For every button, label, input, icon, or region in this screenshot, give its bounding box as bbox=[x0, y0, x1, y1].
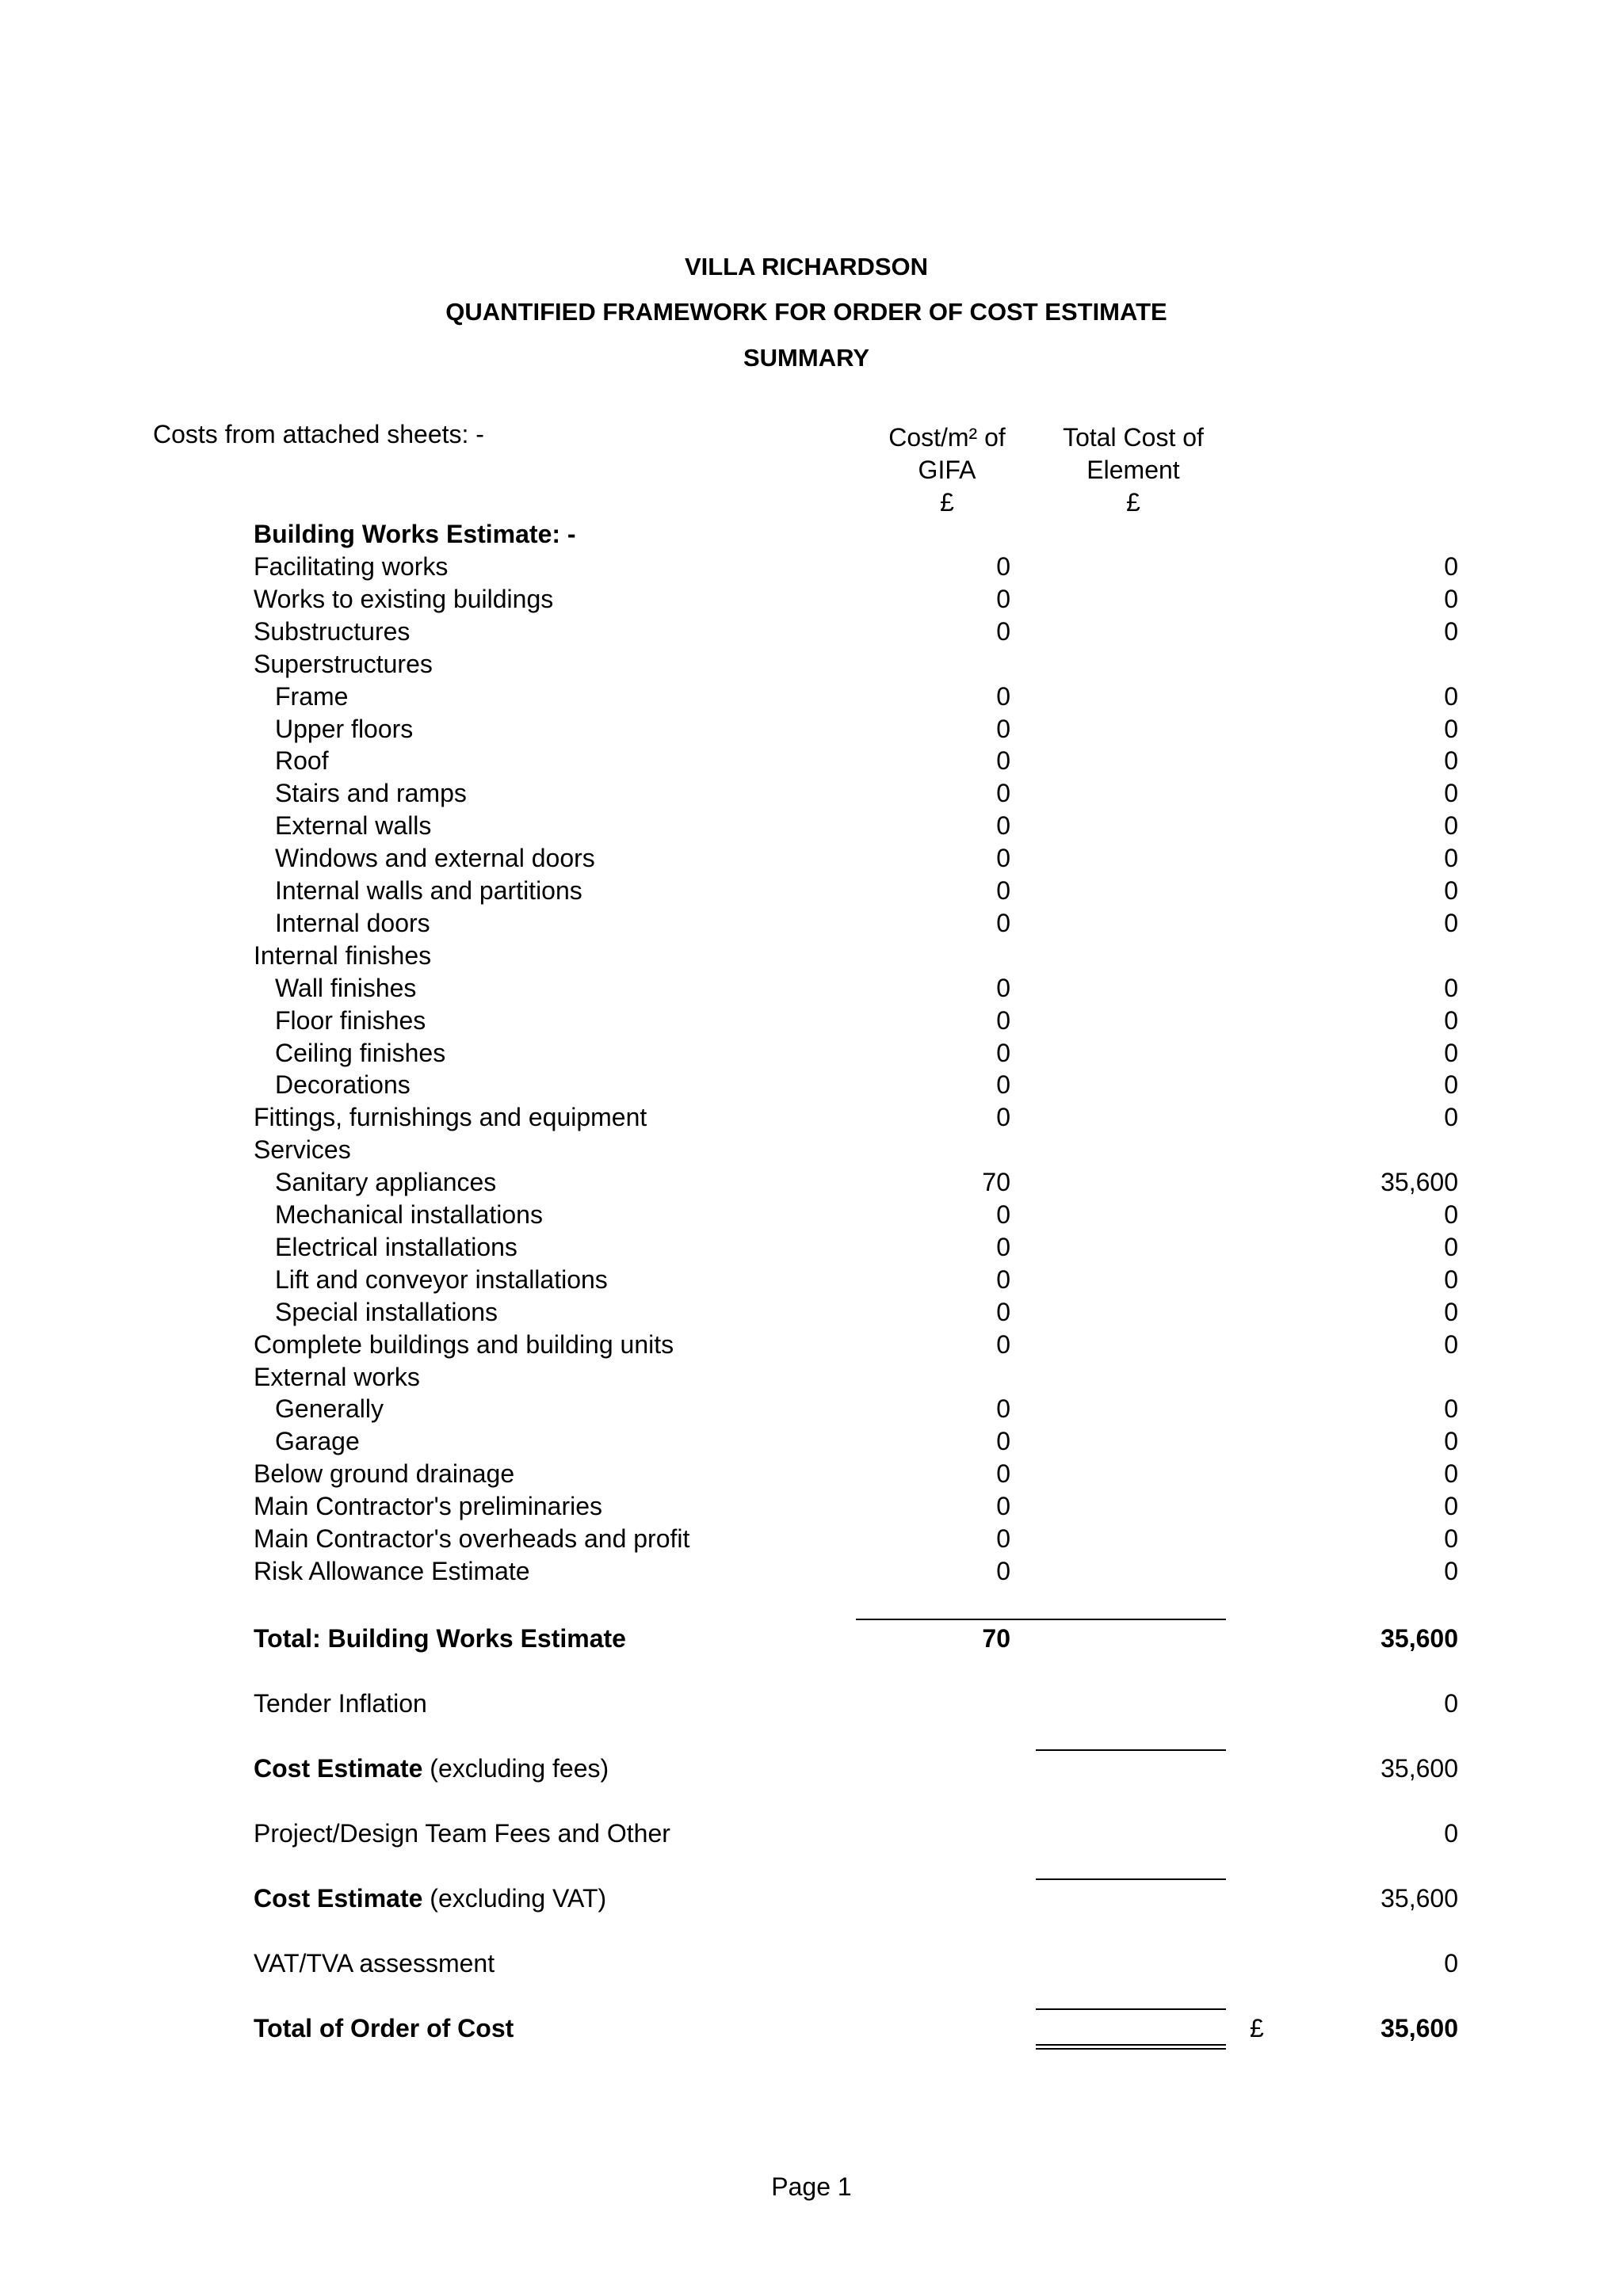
element-cost-per-m2: 0 bbox=[996, 779, 1010, 807]
summary-label-qualifier: (excluding fees) bbox=[422, 1754, 609, 1783]
element-cost-per-m2: 0 bbox=[996, 1330, 1010, 1359]
cost-element-row bbox=[254, 972, 1458, 1005]
grand-total-row bbox=[254, 2012, 1458, 2045]
element-label: Floor finishes bbox=[275, 1006, 426, 1035]
total-header-line: Element bbox=[1086, 456, 1180, 484]
grand-total-value: 35,600 bbox=[1381, 2014, 1458, 2042]
element-label: Stairs and ramps bbox=[275, 779, 467, 807]
element-total-cost: 0 bbox=[1444, 617, 1458, 646]
element-label: Ceiling finishes bbox=[275, 1039, 446, 1067]
cost-element-row bbox=[254, 1134, 1220, 1166]
element-cost-per-m2: 0 bbox=[996, 1557, 1010, 1585]
element-total-cost: 0 bbox=[1444, 552, 1458, 581]
total-column-header bbox=[1038, 421, 1228, 519]
cost-element-row bbox=[254, 1458, 1458, 1490]
element-cost-per-m2: 0 bbox=[996, 1492, 1010, 1520]
cost-element-row bbox=[254, 1425, 1458, 1458]
cost-element-row bbox=[254, 648, 1220, 681]
cost-element-row bbox=[254, 1005, 1458, 1037]
element-total-cost: 0 bbox=[1444, 779, 1458, 807]
subtotal-rule bbox=[1036, 1749, 1226, 1751]
document-subtitle: QUANTIFIED FRAMEWORK FOR ORDER OF COST ESTIMATE bbox=[445, 298, 1167, 326]
element-cost-per-m2: 0 bbox=[996, 1394, 1010, 1423]
element-cost-per-m2: 70 bbox=[982, 1168, 1010, 1196]
cost-element-row bbox=[254, 1490, 1458, 1523]
building-works-heading-row bbox=[254, 518, 1220, 551]
element-total-cost: 0 bbox=[1444, 1427, 1458, 1455]
cost-element-row bbox=[254, 616, 1458, 648]
gifa-header-line: GIFA bbox=[918, 456, 976, 484]
cost-element-row bbox=[254, 810, 1458, 842]
currency-symbol: £ bbox=[1250, 2014, 1264, 2042]
element-total-cost: 0 bbox=[1444, 974, 1458, 1002]
element-total-cost: 0 bbox=[1444, 1200, 1458, 1229]
element-label: Decorations bbox=[275, 1070, 411, 1099]
element-cost-per-m2: 0 bbox=[996, 844, 1010, 872]
element-cost-per-m2: 0 bbox=[996, 1103, 1010, 1131]
gifa-header-line: Cost/m² of bbox=[888, 423, 1006, 452]
element-total-cost: 0 bbox=[1444, 1524, 1458, 1553]
document-title: VILLA RICHARDSON bbox=[684, 253, 929, 280]
element-label: Risk Allowance Estimate bbox=[254, 1557, 530, 1585]
element-total-cost: 0 bbox=[1444, 715, 1458, 743]
element-total-cost: 0 bbox=[1444, 682, 1458, 711]
cost-element-row bbox=[254, 1231, 1458, 1264]
element-label: External walls bbox=[275, 811, 432, 840]
summary-label-qualifier: (excluding VAT) bbox=[422, 1884, 607, 1913]
summary-label bbox=[254, 1882, 606, 1915]
element-label: Internal doors bbox=[275, 909, 430, 937]
cost-element-row bbox=[254, 1264, 1458, 1296]
element-label: Below ground drainage bbox=[254, 1459, 515, 1488]
summary-total: 35,600 bbox=[1381, 1884, 1458, 1913]
element-total-cost: 0 bbox=[1444, 1394, 1458, 1423]
summary-label: Total: Building Works Estimate bbox=[254, 1624, 626, 1653]
element-label: Lift and conveyor installations bbox=[275, 1265, 608, 1294]
element-total-cost: 0 bbox=[1444, 1459, 1458, 1488]
element-label: Roof bbox=[275, 746, 329, 775]
vat-row bbox=[254, 1947, 1458, 1980]
cost-element-row bbox=[254, 907, 1458, 940]
element-label: Main Contractor's preliminaries bbox=[254, 1492, 603, 1520]
element-cost-per-m2: 0 bbox=[996, 1200, 1010, 1229]
element-total-cost: 0 bbox=[1444, 585, 1458, 613]
summary-label-bold: Cost Estimate bbox=[254, 1884, 423, 1913]
element-total-cost: 0 bbox=[1444, 746, 1458, 775]
subtotal-rule bbox=[1036, 2008, 1226, 2010]
element-label: Windows and external doors bbox=[275, 844, 595, 872]
element-label: Services bbox=[254, 1135, 351, 1164]
element-label: Sanitary appliances bbox=[275, 1168, 497, 1196]
summary-label bbox=[254, 1753, 609, 1785]
element-total-cost: 35,600 bbox=[1381, 1168, 1458, 1196]
summary-total: 35,600 bbox=[1381, 1624, 1458, 1653]
summary-label: Project/Design Team Fees and Other bbox=[254, 1819, 670, 1848]
element-total-cost: 0 bbox=[1444, 1039, 1458, 1067]
cost-excl-vat-row bbox=[254, 1882, 1458, 1915]
total-header-line: Total Cost of bbox=[1063, 423, 1204, 452]
element-label: Main Contractor's overheads and profit bbox=[254, 1524, 690, 1553]
element-cost-per-m2: 0 bbox=[996, 1070, 1010, 1099]
element-label: Complete buildings and building units bbox=[254, 1330, 674, 1359]
element-label: Mechanical installations bbox=[275, 1200, 543, 1229]
cost-element-row bbox=[254, 1393, 1458, 1425]
element-total-cost: 0 bbox=[1444, 1233, 1458, 1261]
element-total-cost: 0 bbox=[1444, 811, 1458, 840]
cost-element-row bbox=[254, 777, 1458, 810]
summary-total: 35,600 bbox=[1381, 1754, 1458, 1783]
element-label: Special installations bbox=[275, 1298, 498, 1326]
summary-label: Tender Inflation bbox=[254, 1689, 427, 1718]
cost-element-row bbox=[254, 713, 1458, 746]
intro-text: Costs from attached sheets: - bbox=[153, 420, 484, 448]
page-number: Page 1 bbox=[771, 2172, 852, 2201]
element-total-cost: 0 bbox=[1444, 1265, 1458, 1294]
element-total-cost: 0 bbox=[1444, 909, 1458, 937]
element-cost-per-m2: 0 bbox=[996, 974, 1010, 1002]
summary-label: VAT/TVA assessment bbox=[254, 1949, 495, 1978]
summary-label: Total of Order of Cost bbox=[254, 2014, 514, 2042]
element-cost-per-m2: 0 bbox=[996, 1233, 1010, 1261]
subtotal-rule bbox=[856, 1619, 1226, 1620]
element-cost-per-m2: 0 bbox=[996, 1524, 1010, 1553]
summary-total: 0 bbox=[1444, 1819, 1458, 1848]
element-label: Fittings, furnishings and equipment bbox=[254, 1103, 647, 1131]
element-cost-per-m2: 0 bbox=[996, 1265, 1010, 1294]
cost-element-row bbox=[254, 1523, 1458, 1555]
cost-excl-fees-row bbox=[254, 1753, 1458, 1785]
element-cost-per-m2: 0 bbox=[996, 909, 1010, 937]
element-total-cost: 0 bbox=[1444, 1298, 1458, 1326]
building-total-row bbox=[254, 1623, 1458, 1655]
element-label: Generally bbox=[275, 1394, 384, 1423]
cost-element-row bbox=[254, 1555, 1458, 1588]
building-works-heading: Building Works Estimate: - bbox=[254, 520, 576, 548]
cost-element-row bbox=[254, 1037, 1458, 1070]
cost-element-row bbox=[254, 1361, 1220, 1394]
element-cost-per-m2: 0 bbox=[996, 1039, 1010, 1067]
summary-total: 0 bbox=[1444, 1689, 1458, 1718]
element-cost-per-m2: 0 bbox=[996, 811, 1010, 840]
element-cost-per-m2: 0 bbox=[996, 1427, 1010, 1455]
element-total-cost: 0 bbox=[1444, 1103, 1458, 1131]
fees-row bbox=[254, 1817, 1458, 1850]
element-cost-per-m2: 0 bbox=[996, 876, 1010, 905]
element-label: Works to existing buildings bbox=[254, 585, 554, 613]
element-label: Garage bbox=[275, 1427, 360, 1455]
cost-element-row bbox=[254, 583, 1458, 616]
element-label: Internal finishes bbox=[254, 941, 432, 970]
element-cost-per-m2: 0 bbox=[996, 1006, 1010, 1035]
cost-element-row bbox=[254, 940, 1220, 972]
element-total-cost: 0 bbox=[1444, 1330, 1458, 1359]
gifa-column-header bbox=[860, 421, 1034, 519]
element-total-cost: 0 bbox=[1444, 1006, 1458, 1035]
element-cost-per-m2: 0 bbox=[996, 1298, 1010, 1326]
element-cost-per-m2: 0 bbox=[996, 746, 1010, 775]
cost-element-row bbox=[254, 551, 1458, 583]
element-cost-per-m2: 0 bbox=[996, 1459, 1010, 1488]
summary-label-bold: Cost Estimate bbox=[254, 1754, 423, 1783]
element-cost-per-m2: 0 bbox=[996, 617, 1010, 646]
element-cost-per-m2: 0 bbox=[996, 682, 1010, 711]
subtotal-rule bbox=[1036, 1878, 1226, 1880]
cost-element-row bbox=[254, 1329, 1458, 1361]
cost-element-row bbox=[254, 1166, 1458, 1199]
cost-element-row bbox=[254, 1101, 1458, 1134]
element-cost-per-m2: 0 bbox=[996, 552, 1010, 581]
element-label: Superstructures bbox=[254, 650, 433, 678]
element-cost-per-m2: 0 bbox=[996, 585, 1010, 613]
element-label: Wall finishes bbox=[275, 974, 417, 1002]
element-label: Internal walls and partitions bbox=[275, 876, 582, 905]
element-total-cost: 0 bbox=[1444, 844, 1458, 872]
cost-element-row bbox=[254, 1199, 1458, 1231]
cost-element-row bbox=[254, 1296, 1458, 1329]
element-total-cost: 0 bbox=[1444, 1492, 1458, 1520]
summary-total: 0 bbox=[1444, 1949, 1458, 1978]
gifa-header-line: £ bbox=[940, 488, 954, 517]
element-cost-per-m2: 0 bbox=[996, 715, 1010, 743]
element-label: Upper floors bbox=[275, 715, 414, 743]
element-label: Substructures bbox=[254, 617, 411, 646]
section-heading: SUMMARY bbox=[743, 344, 869, 372]
element-total-cost: 0 bbox=[1444, 1557, 1458, 1585]
element-total-cost: 0 bbox=[1444, 876, 1458, 905]
total-header-line: £ bbox=[1126, 488, 1140, 517]
cost-element-row bbox=[254, 1069, 1458, 1101]
element-label: Facilitating works bbox=[254, 552, 449, 581]
summary-gifa: 70 bbox=[982, 1624, 1010, 1653]
grand-total-double-rule bbox=[1036, 2044, 1226, 2050]
element-total-cost: 0 bbox=[1444, 1070, 1458, 1099]
element-label: External works bbox=[254, 1363, 420, 1391]
cost-element-row bbox=[254, 745, 1458, 777]
tender-inflation-row bbox=[254, 1688, 1458, 1720]
cost-element-row bbox=[254, 875, 1458, 907]
cost-element-row bbox=[254, 842, 1458, 875]
element-label: Frame bbox=[275, 682, 349, 711]
element-label: Electrical installations bbox=[275, 1233, 517, 1261]
cost-element-row bbox=[254, 681, 1458, 713]
